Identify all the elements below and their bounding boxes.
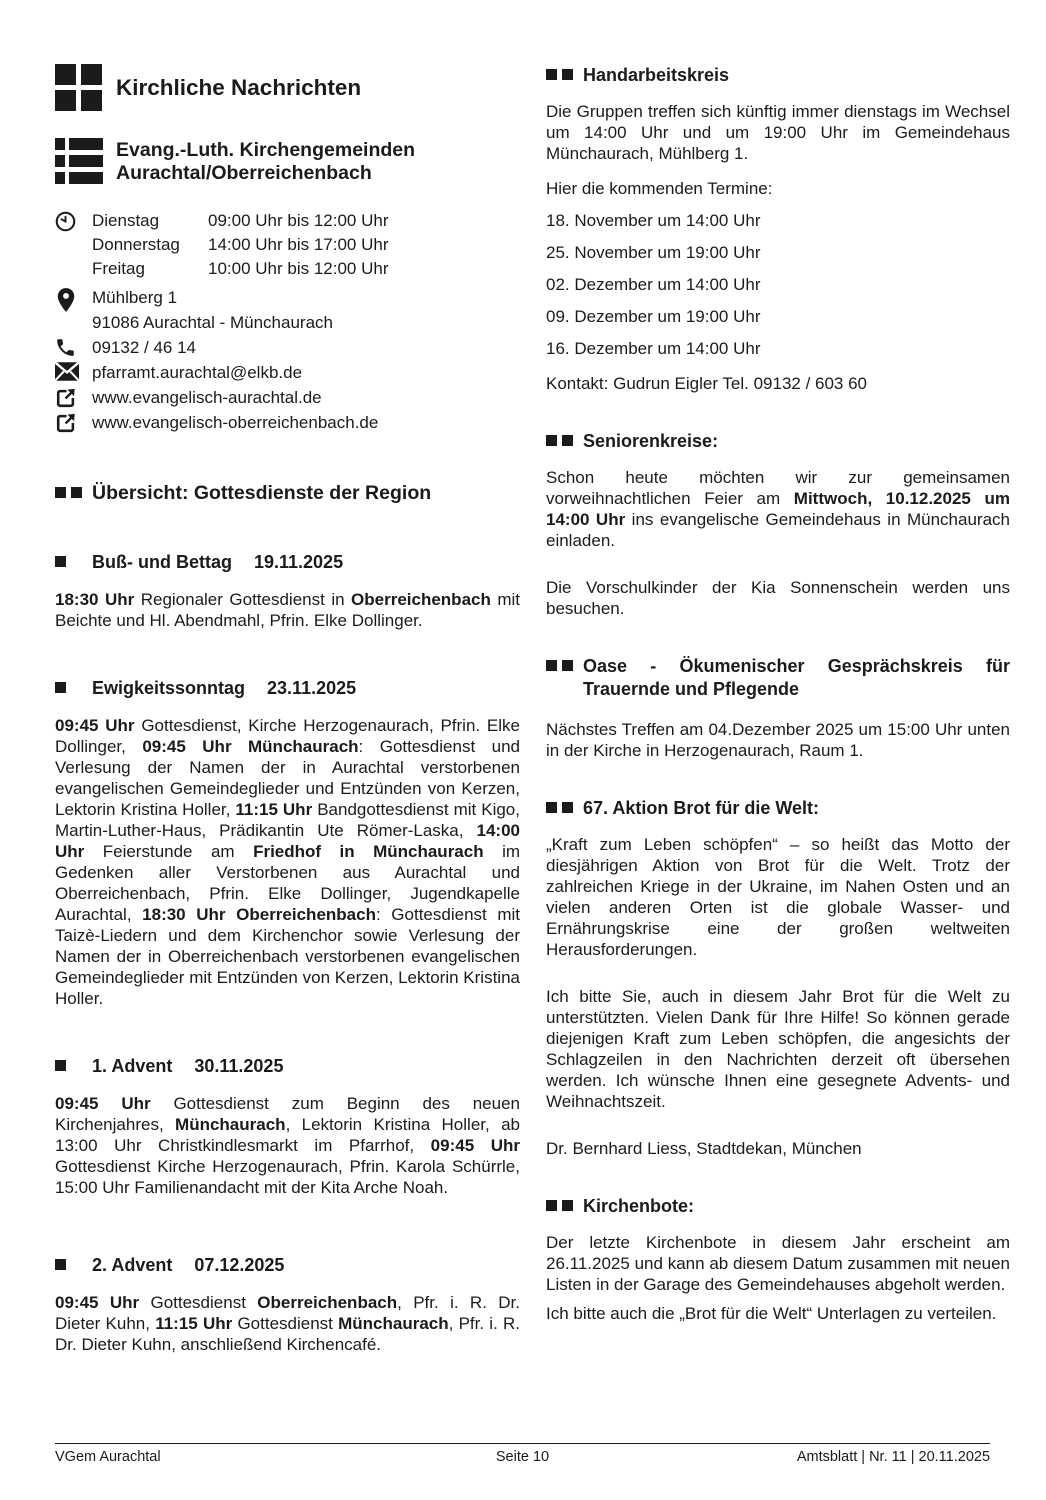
section-paragraph: „Kraft zum Leben schöpfen“ – so heißt das Motto der diesjährigen Aktion von Brot für die Welt. Trotz der zahlreichen Kriege in der Ukraine, im Nahen Osten und an vielen anderen Orten ist die globale Wasser- und Ernährungskrise eine der großen weltweiten Herausforderungen. xyxy=(546,835,1010,959)
contact-block xyxy=(55,285,520,435)
event-body: 09:45 Uhr Gottesdienst zum Beginn des neuen Kirchenjahres, Münchaurach, Lektorin Kristina Holler, ab 13:00 Uhr Christkindlesmarkt im Pfarrhof, 09:45 Uhr Gottesdienst Kirche Herzogenaurach, Pfrin. Karola Schürrle, 15:00 Uhr Familienandacht mit der Kita Arche Noah. xyxy=(55,1094,520,1197)
double-square-icon xyxy=(546,1195,583,1218)
office-hours-row xyxy=(55,257,520,281)
termine-item: 18. November um 14:00 Uhr xyxy=(546,211,761,230)
mail-icon xyxy=(55,360,92,385)
section-heading-text: Seniorenkreise: xyxy=(583,431,719,451)
section-heading-text: Kirchenbote: xyxy=(583,1196,695,1216)
event-heading xyxy=(55,1055,520,1077)
office-hours-row xyxy=(55,209,520,233)
section-paragraph: Ich bitte Sie, auch in diesem Jahr Brot für die Welt zu unterstützten. Vielen Dank für Ihre Hilfe! So können gerade diejenigen Kraft zum Leben schöpfen, die angesichts der Schlagzeilen in den Nachrichten derzeit oft übersehen werden. Ich wünsche Ihnen eine gesegnete Advents- und Weihnachtszeit. xyxy=(546,987,1010,1111)
email-row xyxy=(55,360,520,385)
section-heading-text xyxy=(583,655,1010,701)
clock-icon xyxy=(55,209,92,233)
square-icon xyxy=(55,677,92,699)
overview-heading-text: Übersicht: Gottesdienste der Region xyxy=(92,482,432,504)
email-address: pfarramt.aurachtal@elkb.de xyxy=(92,363,303,382)
office-hours-day: Dienstag xyxy=(92,211,160,230)
section-seniorenkreise xyxy=(546,430,1010,619)
office-hours-time: 10:00 Uhr bis 12:00 Uhr xyxy=(208,259,389,278)
section-kirchenbote xyxy=(546,1195,1010,1324)
event-section xyxy=(55,1254,520,1355)
office-hours-row xyxy=(55,233,520,257)
section-paragraph: Schon heute möchten wir zur gemeinsamen vorweihnachtlichen Feier am Mittwoch, 10.12.2025 um 14:00 Uhr ins evangelische Gemeindehaus in Münchaurach einladen. xyxy=(546,468,1010,550)
website-url: www.evangelisch-aurachtal.de xyxy=(92,388,322,407)
footer-publisher: VGem Aurachtal xyxy=(55,1449,161,1465)
event-date: 30.11.2025 xyxy=(194,1056,284,1076)
congregation-title xyxy=(116,138,415,185)
phone-number: 09132 / 46 14 xyxy=(92,338,196,357)
termine-label: Hier die kommenden Termine: xyxy=(546,179,773,198)
address-line2: 91086 Aurachtal - Münchaurach xyxy=(92,313,333,332)
section-heading xyxy=(546,655,1010,701)
event-section xyxy=(55,1055,520,1198)
kontakt-line: Kontakt: Gudrun Eigler Tel. 09132 / 603 60 xyxy=(546,374,868,393)
termine-item: 09. Dezember um 19:00 Uhr xyxy=(546,307,761,326)
address-line1: Mühlberg 1 xyxy=(92,288,178,307)
square-icon xyxy=(55,1254,92,1276)
double-square-icon xyxy=(546,430,583,453)
phone-icon xyxy=(55,335,92,360)
section-brot-fuer-die-welt xyxy=(546,797,1010,1159)
section-heading-text: 67. Aktion Brot für die Welt: xyxy=(583,798,820,818)
section-heading-text: Handarbeitskreis xyxy=(583,65,730,85)
event-name: 1. Advent xyxy=(92,1056,173,1076)
external-link-icon xyxy=(55,385,92,410)
termine-item: 02. Dezember um 14:00 Uhr xyxy=(546,275,761,294)
section-heading-line1: Oase - Ökumenischer Gesprächskreis für xyxy=(583,656,1010,676)
website-row xyxy=(55,385,520,410)
phone-row xyxy=(55,335,520,360)
section-oase xyxy=(546,655,1010,761)
congregation-title-line1: Evang.-Luth. Kirchengemeinden xyxy=(116,139,416,161)
event-section xyxy=(55,551,520,631)
event-body: 18:30 Uhr Regionaler Gottesdienst in Oberreichenbach mit Beichte und Hl. Abendmahl, Pfrin. Elke Dollinger. xyxy=(55,590,520,630)
section-paragraph: Die Vorschulkinder der Kia Sonnenschein werden uns besuchen. xyxy=(546,578,1010,618)
page-title: Kirchliche Nachrichten xyxy=(116,75,362,100)
event-heading xyxy=(55,551,520,573)
office-hours-day: Donnerstag xyxy=(92,235,180,254)
address-row xyxy=(55,285,520,335)
section-heading xyxy=(546,1195,1010,1218)
termine-item: 25. November um 19:00 Uhr xyxy=(546,243,761,262)
section-heading xyxy=(546,797,1010,820)
event-date: 19.11.2025 xyxy=(253,552,344,572)
external-link-icon xyxy=(55,410,92,435)
footer-page-number: Seite 10 xyxy=(495,1449,550,1465)
overview-heading xyxy=(55,482,520,505)
section-handarbeitskreis xyxy=(546,64,1010,394)
right-column xyxy=(546,64,1010,1324)
grid-squares-icon xyxy=(55,64,103,112)
event-heading xyxy=(55,677,520,699)
office-hours xyxy=(55,209,520,281)
website-row xyxy=(55,410,520,435)
website-url: www.evangelisch-oberreichenbach.de xyxy=(92,413,379,432)
double-square-icon xyxy=(546,797,583,820)
section-paragraph: Die Gruppen treffen sich künftig immer dienstags im Wechsel um 14:00 Uhr und um 19:00 Uhr im Gemeindehaus Münchaurach, Mühlberg 1. xyxy=(546,102,1010,163)
section-paragraph: Ich bitte auch die „Brot für die Welt“ Unterlagen zu verteilen. xyxy=(546,1304,997,1323)
event-body: 09:45 Uhr Gottesdienst Oberreichenbach, Pfr. i. R. Dr. Dieter Kuhn, 11:15 Uhr Gottesdienst Münchaurach, Pfr. i. R. Dr. Dieter Kuhn, anschließend Kirchencafé. xyxy=(55,1293,521,1354)
termine-list xyxy=(546,210,1010,359)
footer-issue-info: Amtsblatt | Nr. 11 | 20.11.2025 xyxy=(796,1449,991,1465)
congregation-title-line2: Aurachtal/Oberreichenbach xyxy=(116,162,372,184)
left-column xyxy=(55,64,520,1355)
event-body: 09:45 Uhr Gottesdienst, Kirche Herzogenaurach, Pfrin. Elke Dollinger, 09:45 Uhr Münchaurach: Gottesdienst und Verlesung der Namen der in Aurachtal verstorbenen evangelischen Gemeindeglieder und Entzünden von Kerzen, Lektorin Kristina Holler, 11:15 Uhr Bandgottesdienst mit Kigo, Martin-Luther-Haus, Prädikantin Ute Römer-Laska, 14:00 Uhr Feierstunde am Friedhof in Münchaurach im Gedenken aller Verstorbenen aus Aurachtal und Oberreichenbach, Pfrin. Elke Dollinger, Jugendkapelle Aurachtal, 18:30 Uhr Oberreichenbach: Gottesdienst mit Taizè-Liedern und dem Kirchenchor sowie Verlesung der Namen der in Oberreichenbach verstorbenen evangelischen Gemeindeglieder mit Entzünden von Kerzen, Lektorin Kristina Holler. xyxy=(55,716,521,1008)
brand-header xyxy=(55,64,520,112)
office-hours-time: 09:00 Uhr bis 12:00 Uhr xyxy=(208,211,389,230)
office-hours-day: Freitag xyxy=(92,259,145,278)
section-heading xyxy=(546,64,1010,87)
square-icon xyxy=(55,1055,92,1077)
congregation-header xyxy=(55,138,520,185)
location-pin-icon xyxy=(55,285,92,335)
list-icon xyxy=(55,138,103,185)
double-square-icon xyxy=(546,64,583,87)
event-name: Ewigkeitssonntag xyxy=(92,678,246,698)
page-footer xyxy=(55,1443,990,1466)
signature-line: Dr. Bernhard Liess, Stadtdekan, München xyxy=(546,1139,862,1158)
double-square-icon xyxy=(546,655,583,701)
event-date: 23.11.2025 xyxy=(267,678,357,698)
event-name: 2. Advent xyxy=(92,1255,173,1275)
event-heading xyxy=(55,1254,520,1276)
section-paragraph: Nächstes Treffen am 04.Dezember 2025 um 15:00 Uhr unten in der Kirche in Herzogenaurach, Raum 1. xyxy=(546,720,1010,760)
section-heading-line2: Trauernde und Pflegende xyxy=(583,679,800,699)
event-date: 07.12.2025 xyxy=(194,1255,285,1275)
office-hours-time: 14:00 Uhr bis 17:00 Uhr xyxy=(208,235,389,254)
event-name: Buß- und Bettag xyxy=(92,552,232,572)
section-paragraph: Der letzte Kirchenbote in diesem Jahr erscheint am 26.11.2025 und kann ab diesem Datum zusammen mit neuen Listen in der Garage des Gemeindehauses abgeholt werden. xyxy=(546,1233,1010,1294)
address-lines xyxy=(92,285,333,335)
section-heading xyxy=(546,430,1010,453)
double-square-icon xyxy=(55,482,92,505)
event-section xyxy=(55,677,520,1009)
termine-item: 16. Dezember um 14:00 Uhr xyxy=(546,339,761,358)
square-icon xyxy=(55,551,92,573)
